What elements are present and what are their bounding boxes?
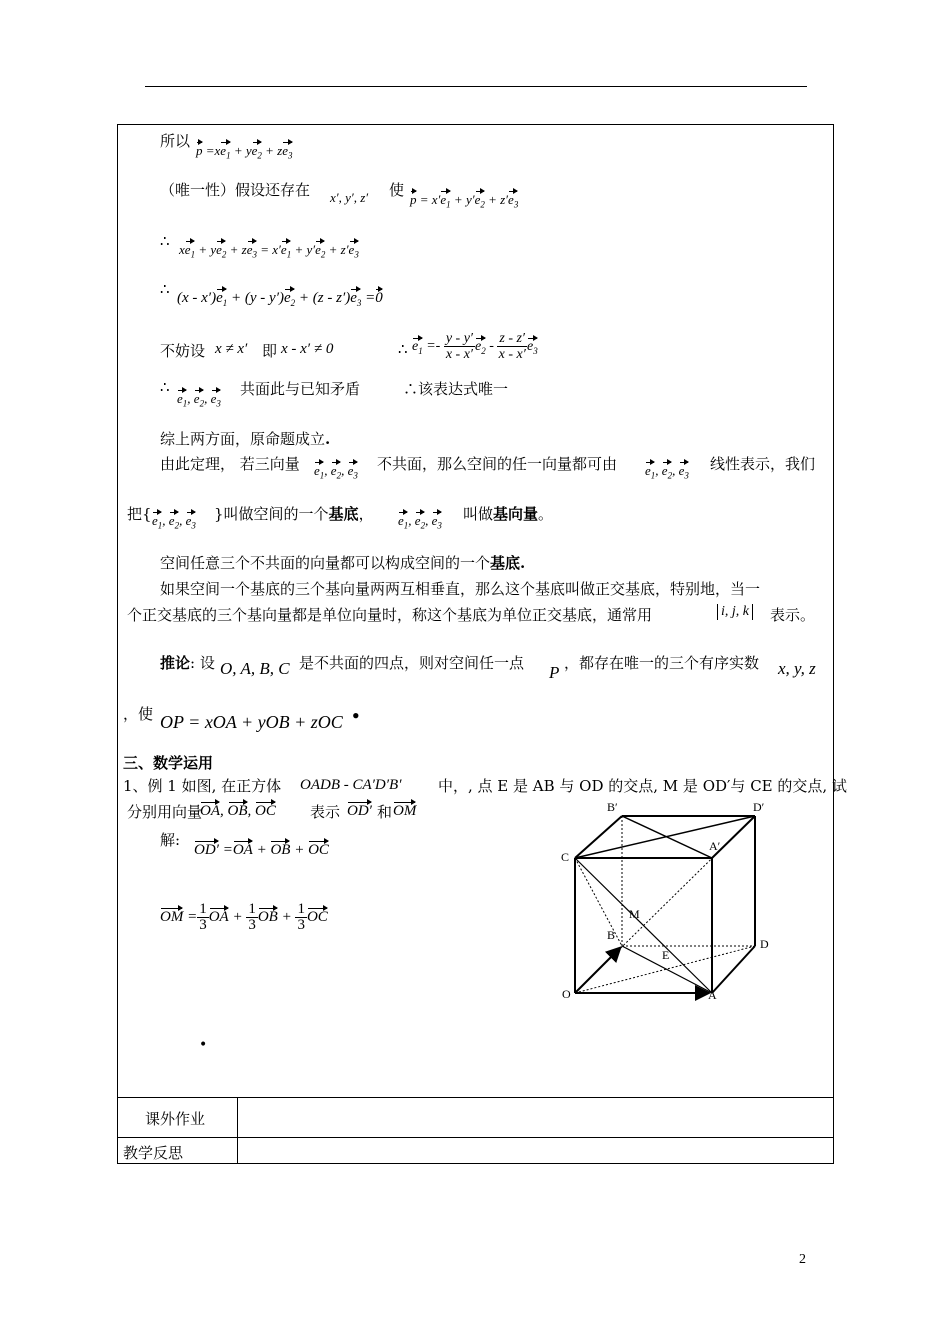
cube-figure (555, 796, 785, 1006)
label-Ap: A′ (709, 839, 721, 853)
formula-e-set-3: $e_1$, $e_2$, $e_3$ (645, 463, 689, 481)
formula-vector-OM: OM (393, 803, 417, 819)
text-example-2c: 和 (377, 803, 393, 821)
formula-p-expansion: $p =xe_1 + ye_2 + ze_3$ (196, 143, 293, 161)
label-A: A (708, 988, 717, 1002)
formula-OP: OP = xOA + yOB + zOC (160, 712, 343, 732)
formula-e-set-5: $e_1$, $e_2$, $e_3$ (398, 513, 442, 531)
formula-p-prime-expansion: $p = x'e_1 + y'e_2 + z'e_3$ (410, 192, 519, 210)
content-frame (117, 124, 834, 1164)
text-corollary: 推论: 设 (160, 654, 215, 672)
text-such-that: 使 (389, 181, 405, 199)
formula-x-minus: x - x′ ≠ 0 (281, 341, 334, 357)
text-expression-unique: ∴该表达式唯一 (403, 380, 509, 398)
label-Bp: B′ (607, 800, 618, 814)
table-divider-middle (117, 1137, 834, 1138)
formula-difference-zero: $(x - x')e_1 + (y - y')e_2 + (z - z')e_3 =0$ (177, 290, 383, 308)
text-ie: 即 (262, 342, 278, 360)
formula-vectors-OA-OB-OC: OA, OB, OC (200, 803, 276, 819)
table-divider-top (117, 1097, 834, 1098)
period-dot: • (351, 707, 361, 725)
formula-x-ne: x ≠ x′ (215, 341, 248, 357)
text-noncoplanar-points: 是不共面的四点，则对空间任一点 (299, 654, 525, 672)
text-assume: 不妨设 (160, 342, 206, 360)
text-call-a: 把{ (127, 505, 152, 523)
page-number: 2 (799, 1252, 806, 1267)
text-theorem-b: 不共面，那么空间的任一向量都可由 (377, 455, 618, 473)
formula-ijk: i, j, k (717, 604, 753, 620)
text-therefore: 所以 (160, 132, 191, 150)
formula-OM-solution: OM = $\frac{1}{3}$ OA + $\frac{1}{3}$ OB + $\frac{1}{3}$ OC (160, 901, 328, 933)
text-theorem-a: 由此定理， 若三向量 (160, 455, 300, 473)
therefore-symbol-2: ∴ (160, 280, 170, 298)
text-unit-orthogonal: 个正交基底的三个基向量都是单位向量时，称这个基底为单位正交基底，通常用 (127, 606, 653, 624)
text-call-c: 叫做基向量。 (463, 505, 554, 523)
formula-ODp-solution: OD′ =OA + OB + OC (194, 842, 329, 858)
text-call-b: }叫做空间的一个基底， (214, 505, 374, 523)
header-rule (145, 86, 807, 87)
label-O: O (562, 987, 571, 1001)
text-any-three: 空间任意三个不共面的向量都可以构成空间的一个基底. (160, 554, 526, 572)
bullet-dot: • (199, 1037, 208, 1053)
formula-e1-solve: $e_1$ =- $\frac{y - y'}{x - x'}$ $e_2$ - $\frac{z - z'}{x - x'}$ $e_3$ (412, 331, 538, 362)
label-Dp: D′ (753, 800, 765, 814)
text-conclusion: 综上两方面，原命题成立. (160, 430, 331, 448)
formula-vector-ODp: OD′ (347, 803, 372, 819)
text-solution: 解: (160, 831, 181, 849)
label-M: M (629, 907, 640, 921)
formula-e-set-4: $e_1$, $e_2$, $e_3$ (152, 513, 196, 531)
formula-cube: OADB - CA′D′B′ (300, 777, 402, 793)
formula-xyz-prime: x′, y′, z′ (330, 190, 369, 205)
text-denote: 表示。 (770, 606, 816, 624)
therefore-symbol-4: ∴ (160, 378, 170, 396)
therefore-symbol-1: ∴ (160, 232, 170, 250)
therefore-symbol-3: ∴ (398, 340, 408, 358)
text-example-2a: 分别用向量 (127, 803, 203, 821)
formula-e-set-2: $e_1$, $e_2$, $e_3$ (314, 463, 358, 481)
formula-OABC: O, A, B, C (220, 659, 290, 678)
text-unique-reals: ，都存在唯一的三个有序实数 (564, 654, 760, 672)
label-D: D (760, 937, 769, 951)
label-B: B (607, 928, 616, 942)
reflection-label: 教学反思 (123, 1144, 184, 1162)
text-example-1b: 中，, 点 E 是 AB 与 OD 的交点, M 是 OD′与 CE 的交点, 试 (438, 777, 847, 795)
formula-equate: $xe_1 + ye_2 + ze_3 = x'e_1 + y'e_2 + z'e_3$ (179, 242, 359, 260)
table-column-divider (237, 1097, 238, 1164)
section-heading-math-application: 三、数学运用 (123, 754, 214, 772)
text-such-that-2: ，使 (123, 705, 154, 723)
formula-xyz: x, y, z (778, 659, 816, 678)
text-example-1a: 1、例 1 如图, 在正方体 (123, 777, 282, 795)
text-example-2b: 表示 (310, 803, 341, 821)
text-uniqueness: （唯一性）假设还存在 (160, 181, 311, 199)
formula-P: P (549, 663, 560, 682)
text-orthogonal-basis: 如果空间一个基底的三个基向量两两互相垂直，那么这个基底叫做正交基底，特别地，当一 (160, 580, 761, 598)
text-coplanar-contradiction: 共面此与已知矛盾 (240, 380, 361, 398)
label-C: C (561, 850, 570, 864)
homework-label: 课外作业 (145, 1110, 206, 1128)
label-E: E (662, 948, 670, 962)
formula-e-set-1: $e_1$, $e_2$, $e_3$ (177, 391, 221, 409)
text-theorem-c: 线性表示，我们 (710, 455, 816, 473)
